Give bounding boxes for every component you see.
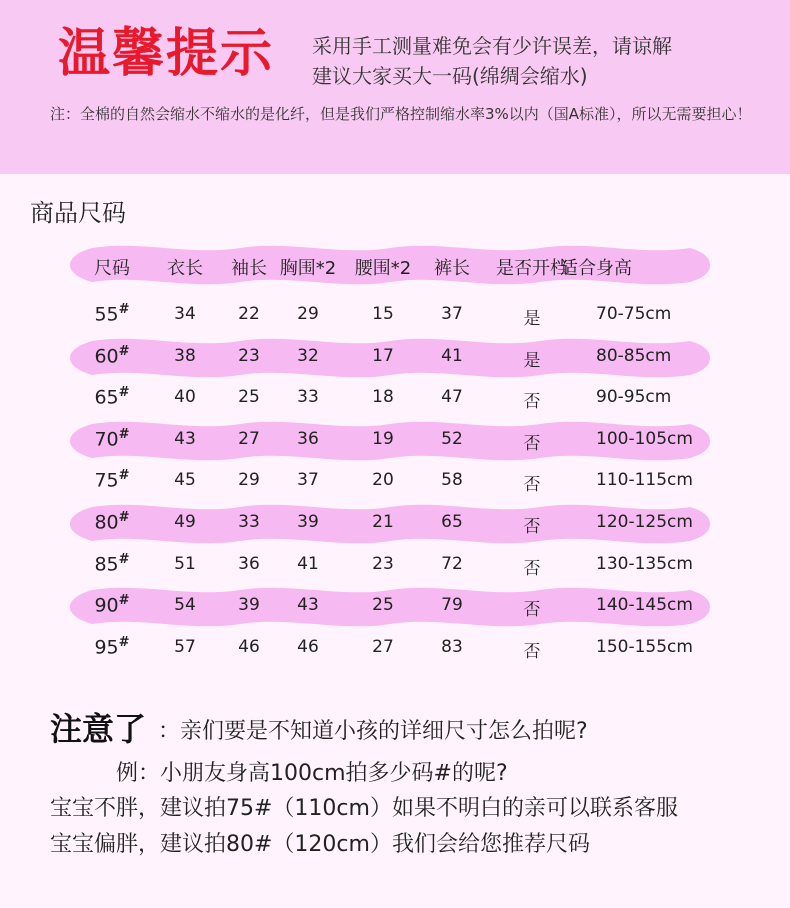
table-cell-chest: 29 <box>297 304 319 324</box>
table-cell-size <box>94 552 129 575</box>
table-cell-sleeve: 27 <box>238 429 260 449</box>
table-cell-chest: 41 <box>297 554 319 574</box>
table-cell-waist: 19 <box>372 429 394 449</box>
table-cell-chest: 43 <box>297 595 319 615</box>
table-cell-pants: 52 <box>441 429 463 449</box>
size-mark: # <box>118 302 130 317</box>
table-cell-pants: 41 <box>441 346 463 366</box>
table-cell-length: 43 <box>174 429 196 449</box>
table-cell-length: 54 <box>174 595 196 615</box>
column-header: 裤长 <box>434 258 470 279</box>
size-mark: # <box>118 427 130 442</box>
table-cell-waist: 17 <box>372 346 394 366</box>
attention-question: ：亲们要是不知道小孩的详细尺寸怎么拍呢? <box>158 719 588 744</box>
table-cell-open: 否 <box>523 600 541 620</box>
size-value: 65 <box>94 386 119 409</box>
table-cell-open: 否 <box>523 517 541 537</box>
section-title: 商品尺码 <box>30 199 126 227</box>
size-value: 95 <box>94 636 119 659</box>
table-cell-chest: 37 <box>297 470 319 490</box>
size-value: 80 <box>94 511 119 534</box>
table-cell-pants: 72 <box>441 554 463 574</box>
table-cell-length: 34 <box>174 304 196 324</box>
table-cell-length: 51 <box>174 554 196 574</box>
tip-banner <box>0 0 790 174</box>
table-cell-sleeve: 33 <box>238 512 260 532</box>
size-mark: # <box>118 468 130 483</box>
size-value: 75 <box>94 469 119 492</box>
table-cell-sleeve: 39 <box>238 595 260 615</box>
column-header: 衣长 <box>167 258 203 279</box>
shrink-note: 注：全棉的自然会缩水不缩水的是化纤，但是我们严格控制缩水率3%以内（国A标准），所以无需要担心！ <box>50 105 752 123</box>
table-cell-size <box>94 385 129 408</box>
table-cell-waist: 15 <box>372 304 394 324</box>
column-header: 胸围*2 <box>279 258 337 279</box>
size-value: 90 <box>94 594 119 617</box>
column-header: 是否开档 <box>496 258 568 279</box>
table-cell-height: 70-75cm <box>596 304 672 324</box>
table-cell-length: 57 <box>174 637 196 657</box>
table-cell-sleeve: 25 <box>238 387 260 407</box>
table-cell-size <box>94 344 129 367</box>
table-cell-pants: 83 <box>441 637 463 657</box>
table-cell-chest: 46 <box>297 637 319 657</box>
table-cell-height: 140-145cm <box>596 595 693 615</box>
table-cell-size <box>94 427 129 450</box>
table-cell-open: 是 <box>523 309 541 329</box>
column-header: 适合身高 <box>560 258 632 279</box>
table-cell-pants: 58 <box>441 470 463 490</box>
table-cell-sleeve: 22 <box>238 304 260 324</box>
table-cell-waist: 23 <box>372 554 394 574</box>
table-cell-open: 否 <box>523 642 541 662</box>
table-cell-chest: 36 <box>297 429 319 449</box>
table-cell-chest: 33 <box>297 387 319 407</box>
table-cell-pants: 47 <box>441 387 463 407</box>
table-cell-length: 49 <box>174 512 196 532</box>
table-cell-height: 100-105cm <box>596 429 693 449</box>
table-cell-pants: 79 <box>441 595 463 615</box>
attention-advice-1: 宝宝不胖，建议拍75#（110cm）如果不明白的亲可以联系客服 <box>50 796 678 821</box>
table-cell-waist: 21 <box>372 512 394 532</box>
attention-example: 例：小朋友身高100cm拍多少码#的呢? <box>116 761 508 786</box>
table-cell-size <box>94 593 129 616</box>
table-cell-chest: 39 <box>297 512 319 532</box>
table-cell-sleeve: 36 <box>238 554 260 574</box>
table-cell-waist: 18 <box>372 387 394 407</box>
table-cell-open: 否 <box>523 434 541 454</box>
size-mark: # <box>118 593 130 608</box>
table-cell-chest: 32 <box>297 346 319 366</box>
table-cell-pants: 37 <box>441 304 463 324</box>
attention-title: 注意了 <box>50 710 147 748</box>
table-cell-open: 是 <box>523 351 541 371</box>
table-cell-sleeve: 23 <box>238 346 260 366</box>
table-cell-height: 120-125cm <box>596 512 693 532</box>
table-cell-length: 40 <box>174 387 196 407</box>
table-cell-size <box>94 510 129 533</box>
table-cell-size <box>94 468 129 491</box>
size-mark: # <box>118 552 130 567</box>
table-cell-length: 45 <box>174 470 196 490</box>
table-cell-height: 130-135cm <box>596 554 693 574</box>
size-mark: # <box>118 510 130 525</box>
attention-advice-2: 宝宝偏胖，建议拍80#（120cm）我们会给您推荐尺码 <box>50 832 590 857</box>
table-cell-open: 否 <box>523 475 541 495</box>
table-cell-open: 否 <box>523 392 541 412</box>
table-cell-pants: 65 <box>441 512 463 532</box>
tip-line-1: 采用手工测量难免会有少许误差，请谅解 <box>312 34 672 58</box>
size-value: 55 <box>94 303 119 326</box>
table-cell-height: 90-95cm <box>596 387 672 407</box>
column-header: 袖长 <box>231 258 267 279</box>
size-value: 85 <box>94 553 119 576</box>
table-cell-waist: 25 <box>372 595 394 615</box>
tip-line-2: 建议大家买大一码(绵绸会缩水) <box>312 64 588 88</box>
banner-title: 温馨提示 <box>58 24 275 84</box>
size-mark: # <box>118 344 130 359</box>
table-cell-height: 150-155cm <box>596 637 693 657</box>
size-value: 70 <box>94 428 119 451</box>
size-value: 60 <box>94 345 119 368</box>
column-header: 尺码 <box>94 258 130 279</box>
column-header: 腰围*2 <box>354 258 412 279</box>
size-mark: # <box>118 385 130 400</box>
table-cell-height: 110-115cm <box>596 470 693 490</box>
table-cell-waist: 27 <box>372 637 394 657</box>
table-cell-sleeve: 29 <box>238 470 260 490</box>
table-cell-size <box>94 302 129 325</box>
table-cell-open: 否 <box>523 559 541 579</box>
table-cell-size <box>94 635 129 658</box>
table-cell-length: 38 <box>174 346 196 366</box>
size-mark: # <box>118 635 130 650</box>
table-cell-waist: 20 <box>372 470 394 490</box>
table-cell-sleeve: 46 <box>238 637 260 657</box>
table-cell-height: 80-85cm <box>596 346 672 366</box>
